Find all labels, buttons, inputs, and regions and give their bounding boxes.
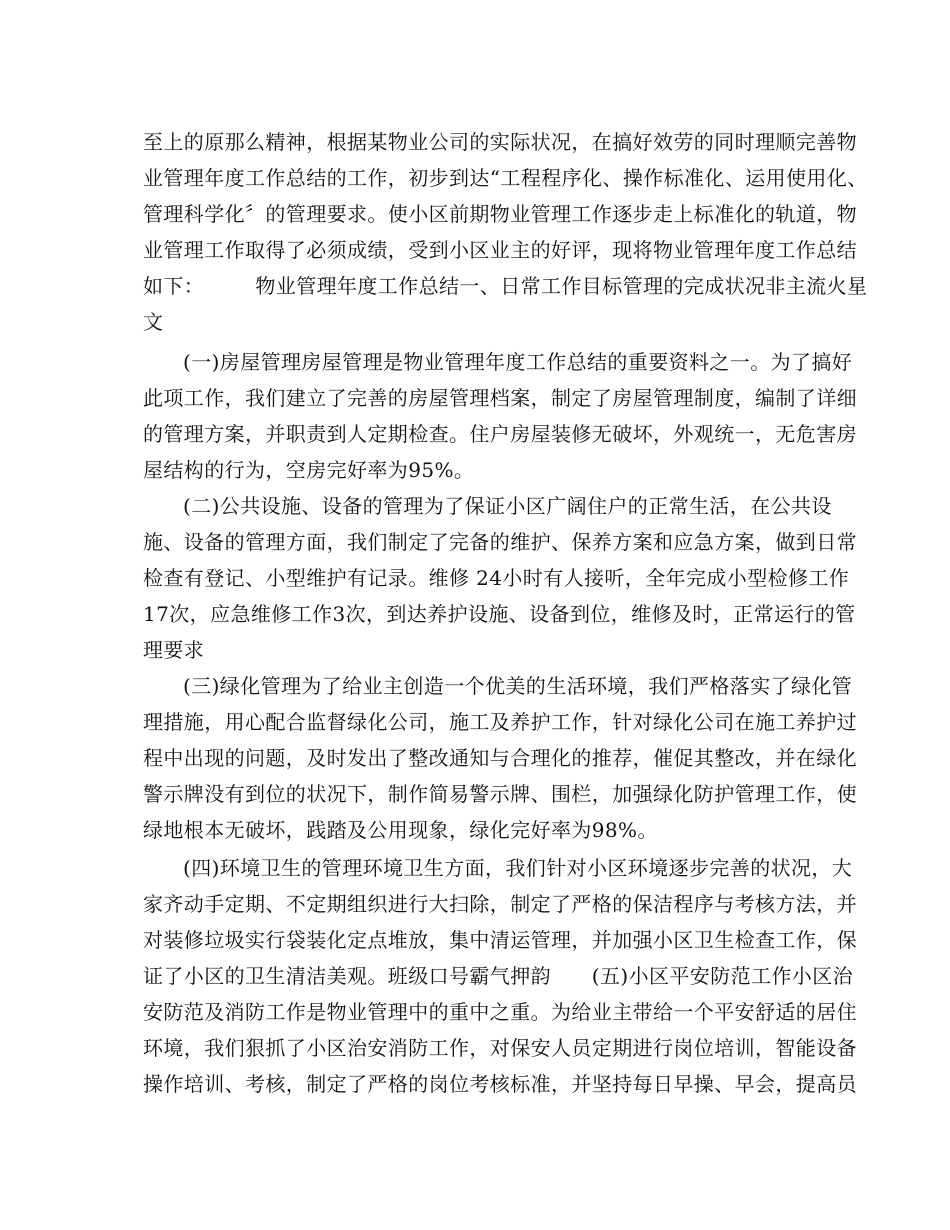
paragraph-first-line: (二)公共设施、设备的管理为了保证小区广阔住户的正常生活，在公共设 — [183, 494, 832, 518]
text-line: 安防范及消防工作是物业管理中的重中之重。为给业主带给一个平安舒适的居住 — [143, 1000, 857, 1024]
text-line: 屋结构的行为，空房完好率为95%。 — [143, 458, 475, 482]
text-line: 理要求 — [143, 638, 205, 662]
text-line: 警示牌没有到位的状况下，制作简易警示牌、围栏，加强绿化防护管理工作，使 — [143, 782, 857, 806]
text-line: 业管理工作取得了必须成绩，受到小区业主的好评，现将物业管理年度工作总结 — [143, 238, 857, 262]
text-line: 如下： 物业管理年度工作总结一、日常工作目标管理的完成状况非主流火星 — [143, 274, 868, 298]
text-line: 对装修垃圾实行袋装化定点堆放，集中清运管理，并加强小区卫生检查工作，保 — [143, 928, 857, 952]
text-line: 操作培训、考核，制定了严格的岗位考核标准，并坚持每日早操、早会，提高员 — [143, 1072, 857, 1096]
text-line: 绿地根本无破坏，践踏及公用现象，绿化完好率为98%。 — [143, 818, 658, 842]
text-line: 家齐动手定期、不定期组织进行大扫除，制定了严格的保洁程序与考核方法，并 — [143, 892, 857, 916]
text-line: 施、设备的管理方面，我们制定了完备的维护、保养方案和应急方案，做到日常 — [143, 530, 857, 554]
text-line: 的管理方案，并职责到人定期检查。住户房屋装修无破坏，外观统一，无危害房 — [143, 422, 857, 446]
text-line: 理措施，用心配合监督绿化公司，施工及养护工作，针对绿化公司在施工养护过 — [143, 710, 857, 734]
text-line: 管理科学化〞的管理要求。使小区前期物业管理工作逐步走上标准化的轨道，物 — [143, 202, 857, 226]
paragraph-first-line: (三)绿化管理为了给业主创造一个优美的生活环境，我们严格落实了绿化管 — [183, 674, 853, 698]
text-line: 检查有登记、小型维护有记录。维修 24小时有人接听，全年完成小型检修工作 — [143, 566, 850, 590]
text-line: 17次，应急维修工作3次，到达养护设施、设备到位，维修及时，正常运行的管 — [143, 602, 856, 626]
paragraph-first-line: (四)环境卫生的管理环境卫生方面，我们针对小区环境逐步完善的状况，大 — [183, 856, 853, 880]
text-line: 业管理年度工作总结的工作，初步到达“工程程序化、操作标准化、运用使用化、 — [143, 166, 868, 190]
text-line: 文 — [143, 310, 164, 334]
paragraph-first-line: (一)房屋管理房屋管理是物业管理年度工作总结的重要资料之一。为了搞好 — [183, 350, 853, 374]
text-line: 程中出现的问题，及时发出了整改通知与合理化的推荐，催促其整改，并在绿化 — [143, 746, 857, 770]
text-line: 此项工作，我们建立了完善的房屋管理档案，制定了房屋管理制度，编制了详细 — [143, 386, 857, 410]
text-line: 至上的原那么精神，根据某物业公司的实际状况，在搞好效劳的同时理顺完善物 — [143, 130, 857, 154]
text-line: 证了小区的卫生清洁美观。班级口号霸气押韵 (五)小区平安防范工作小区治 — [143, 964, 854, 988]
text-line: 环境，我们狠抓了小区治安消防工作，对保安人员定期进行岗位培训，智能设备 — [143, 1036, 857, 1060]
